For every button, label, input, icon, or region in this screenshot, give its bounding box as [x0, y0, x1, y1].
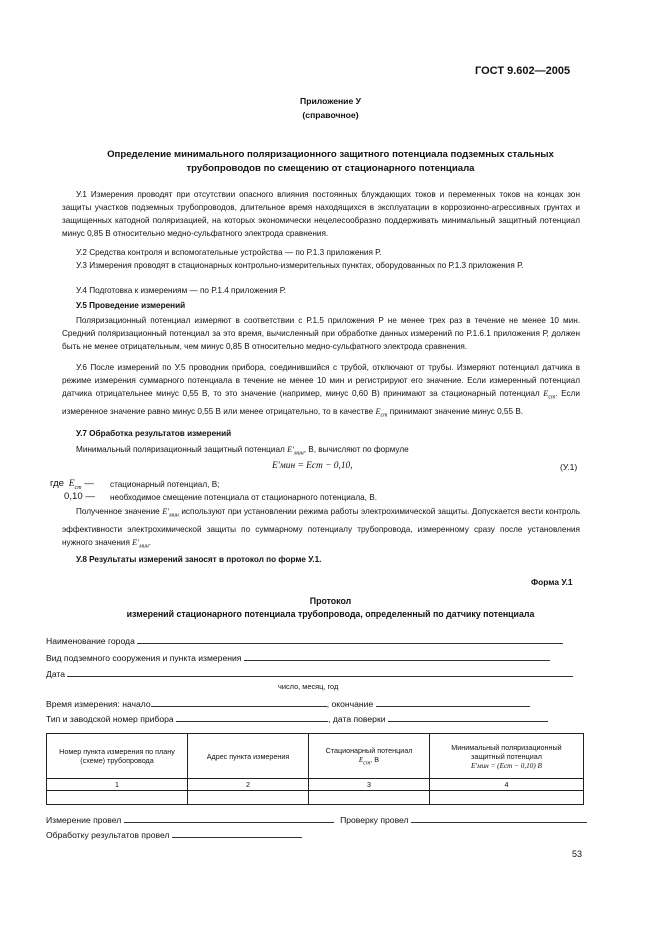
where-desc-1: стационарный потенциал, В;: [110, 480, 220, 489]
device-field[interactable]: [176, 712, 328, 722]
form-label: Форма У.1: [531, 577, 573, 587]
paragraph-y2: У.2 Средства контроля и вспомогательные устройства — по Р.1.3 приложения Р.: [76, 248, 382, 257]
col-num-1: 1: [47, 779, 188, 791]
page-number: 53: [572, 849, 583, 859]
appendix-title: Приложение У: [300, 96, 361, 106]
data-cell[interactable]: [309, 791, 430, 805]
appendix-subtitle: (справочное): [302, 110, 359, 120]
structure-line: Вид подземного сооружения и пункта измерения: [46, 651, 550, 663]
verify-date-field[interactable]: [388, 712, 548, 722]
formula-u1: E′мин = Eст − 0,10,: [272, 461, 353, 471]
form-subtitle: измерений стационарного потенциала трубопровода, определенный по датчику потенциала: [126, 609, 535, 619]
col-num-4: 4: [430, 779, 584, 791]
paragraph-y4: У.4 Подготовка к измерениям — по Р.1.4 приложения Р.: [76, 286, 286, 295]
symbol-e-st-2: $E_{ст}$: [375, 406, 388, 419]
city-line: Наименование города: [46, 634, 563, 646]
where-sym-2: 0,10 —: [64, 491, 95, 502]
paragraph-y3: У.3 Измерения проводят в стационарных контрольно-измерительных пунктах, оборудованных по Р.1.3 приложения Р.: [76, 261, 524, 270]
symbol-e-min: $E'_{мин}$: [287, 445, 304, 457]
device-line: Тип и заводской номер прибора , дата поверки: [46, 712, 548, 724]
paragraph-after-formula: Полученное значение $E'_{мин}$ используют при установлении режима работы электрохимической защиты. Допускается вести контроль эффективности электрохимической защиты по суммарному потенциалу трубопровода, измеренному сразу после установления нужного значения $E'_{мин}$.: [62, 507, 580, 550]
measured-line: Измерение провел Проверку провел: [46, 813, 587, 825]
paragraph-y5: Поляризационный потенциал измеряют в соответствии с Р.1.5 приложения Р не менее трех раз в течение не менее 10 мин. Средний поляризационный потенциал за это время, вычисленный при обработке данных измерений по Р.1.6.1 приложения Р, должен быть не менее отрицательным, чем минус 0,85 В относительно медно-сульфатного электрода сравнения.: [62, 316, 580, 351]
city-field[interactable]: [137, 634, 563, 644]
data-cell[interactable]: [47, 791, 188, 805]
time-start-field[interactable]: [151, 697, 327, 707]
doc-title-line2: трубопроводов по смещению от стационарного потенциала: [186, 163, 475, 174]
symbol-e-st: $E_{ст}$: [543, 389, 556, 401]
checked-field[interactable]: [411, 813, 587, 823]
measured-field[interactable]: [124, 813, 334, 823]
col-header-2: Адрес пункта измерения: [188, 734, 309, 779]
time-end-field[interactable]: [376, 697, 530, 707]
where-line-1: где $E_{ст}$ —: [50, 478, 94, 491]
processed-line: Обработку результатов провел: [46, 828, 302, 840]
date-hint: число, месяц, год: [278, 682, 339, 691]
where-desc-2: необходимое смещение потенциала от стационарного потенциала, В.: [110, 493, 377, 502]
standard-number: ГОСТ 9.602—2005: [475, 65, 571, 77]
data-cell[interactable]: [188, 791, 309, 805]
date-line: Дата: [46, 667, 573, 679]
col-num-3: 3: [309, 779, 430, 791]
doc-title-line1: Определение минимального поляризационного защитного потенциала подземных стальных: [107, 149, 554, 160]
col-header-3: Стационарный потенциал $E_{ст}$, В: [309, 734, 430, 779]
paragraph-y1: У.1 Измерения проводят при отсутствии опасного влияния постоянных блуждающих токов и переменных токов на концах зон защиты участков подземных трубопроводов, длительное время находящихся в эксплуатации в коррозионно-агрессивных грунтах и защищенных катодной поляризацией, на которых экономически нецелесообразно поддерживать минимальный защитный потенциал минус 0,85 В относительно медно-сульфатного электрода сравнения.: [62, 190, 580, 238]
data-cell[interactable]: [430, 791, 584, 805]
time-line: Время измерения: начало , окончание: [46, 697, 530, 709]
section-y8: У.8 Результаты измерений заносят в протокол по форме У.1.: [76, 555, 322, 564]
paragraph-y6: У.6 После измерений по У.5 проводник прибора, соединившийся с трубой, отключают от трубы. Измеряют потенциал датчика в режиме измерения суммарного потенциала в течение не менее 10 мин и регистрируют его значение. Если измеренный потенциал датчика отрицательнее минус 0,55 В, то это значение (например, минус 0,60 В) принимают за стационарный потенциал $E_{ст}$. Если измеренное значение равно минус 0,55 В или менее отрицательно, то в качестве $E_{ст}$ принимают значение минус 0,55 В.: [62, 363, 580, 419]
protocol-table: [46, 733, 584, 805]
structure-field[interactable]: [244, 651, 550, 661]
col-header-4: Минимальный поляризационный защитный потенциал E′мин = (Eст − 0,10) В: [430, 734, 584, 779]
paragraph-y7: Минимальный поляризационный защитный потенциал $E'_{мин}$, В, вычисляют по формуле: [76, 445, 409, 457]
form-title: Протокол: [309, 596, 352, 606]
date-field[interactable]: [67, 667, 573, 677]
col-header-1: Номер пункта измерения по плану (схеме) трубопровода: [47, 734, 188, 779]
formula-number: (У.1): [560, 462, 578, 472]
section-y5-heading: У.5 Проведение измерений: [76, 301, 186, 310]
section-y7-heading: У.7 Обработка результатов измерений: [76, 429, 232, 438]
col-num-2: 2: [188, 779, 309, 791]
processed-field[interactable]: [172, 828, 302, 838]
